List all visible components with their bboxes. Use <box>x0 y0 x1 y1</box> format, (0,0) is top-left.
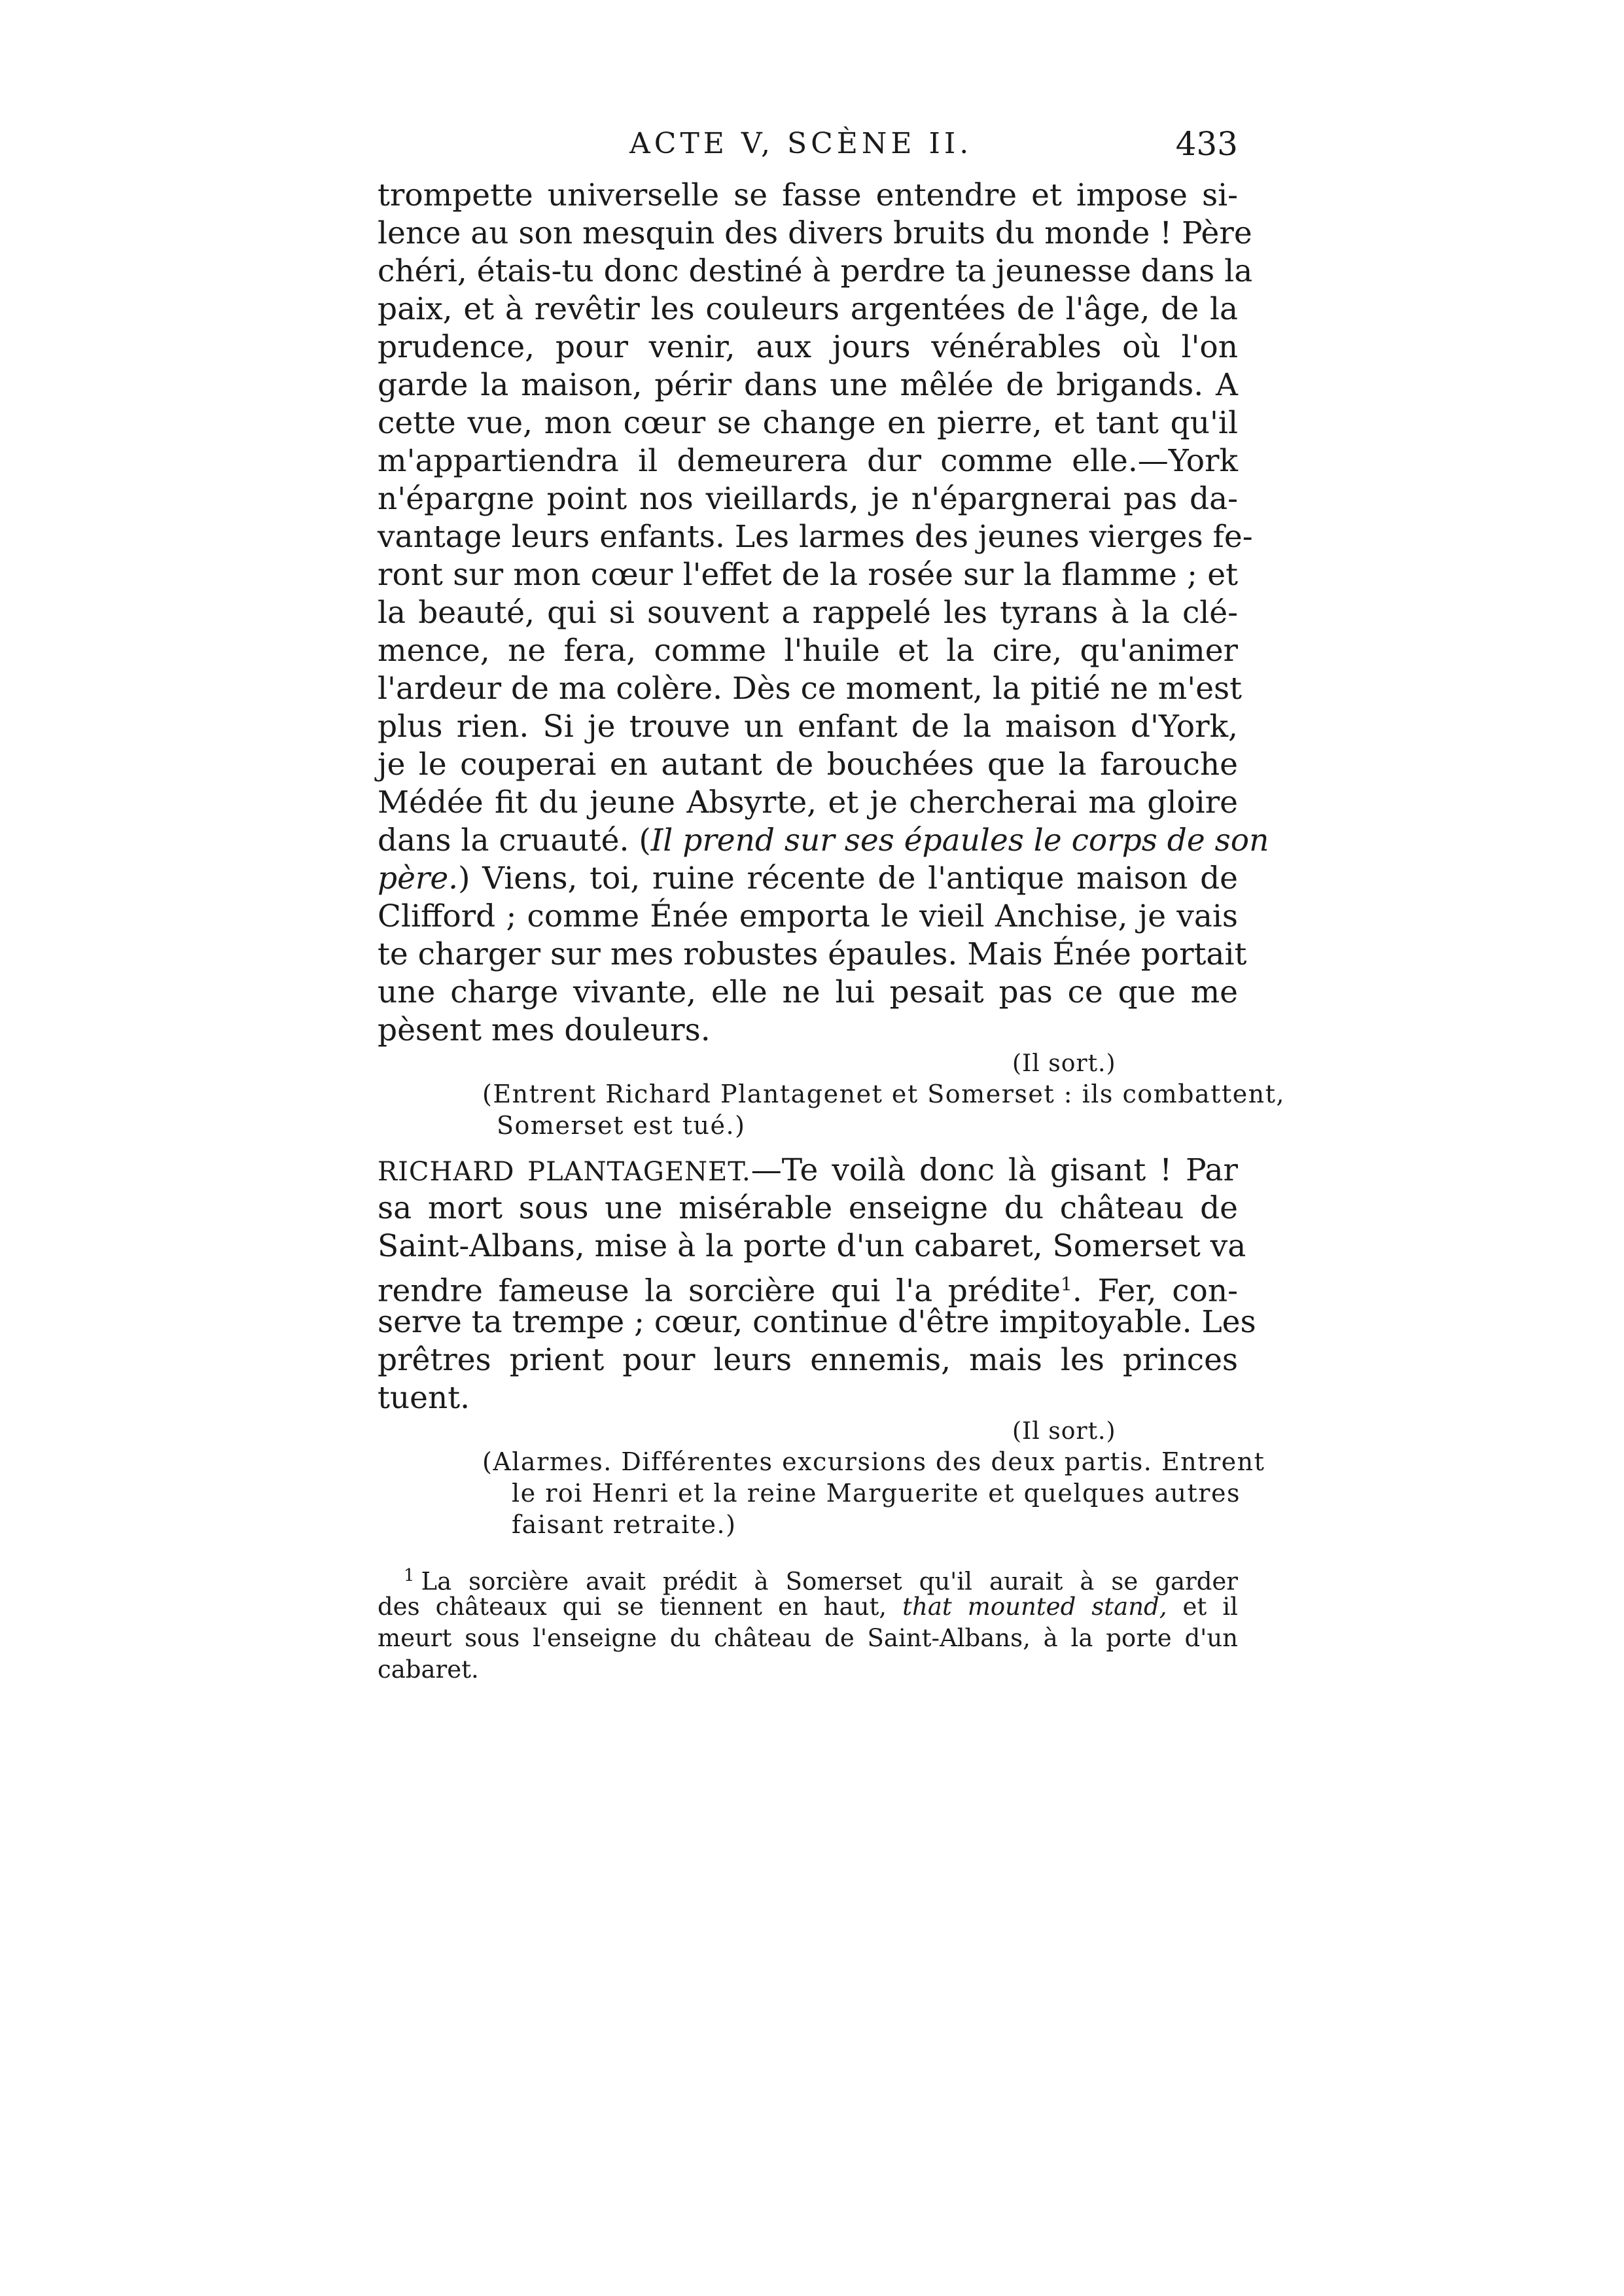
text-line: Médée fit du jeune Absyrte, et je chercherai ma gloire <box>378 785 1238 821</box>
footnote-text: des châteaux qui se tiennent en haut, <box>378 1593 887 1621</box>
text-line <box>378 822 1269 860</box>
text-line: mence, ne fera, comme l'huile et la cire, qu'animer <box>378 633 1238 669</box>
line-text: dans la cruauté. ( <box>378 822 651 858</box>
text-line: une charge vivante, elle ne lui pesait pas ce que me <box>378 974 1238 1010</box>
text-line: plus rien. Si je trouve un enfant de la maison d'York, <box>378 709 1238 745</box>
line-text: —Te voilà donc là gisant ! Par <box>750 1152 1238 1188</box>
stage-direction-inline: Il prend sur ses épaules le corps de son <box>650 822 1269 858</box>
text-line: n'épargne point nos vieillards, je n'épargnerai pas da- <box>378 481 1238 517</box>
stage-exit: (Il sort.) <box>1012 1418 1116 1445</box>
text-line: sa mort sous une misérable enseigne du château de <box>378 1190 1238 1226</box>
line-text: . Fer, con- <box>1072 1273 1238 1309</box>
stage-line: (Alarmes. Différentes excursions des deux partis. Entrent <box>482 1447 1265 1476</box>
footnote-line <box>378 1591 1238 1623</box>
text-line <box>378 1265 1238 1309</box>
text-line: lence au son mesquin des divers bruits du monde ! Père <box>378 215 1252 251</box>
stage-direction <box>378 1446 1265 1540</box>
text-line: prêtres prient pour leurs ennemis, mais les princes <box>378 1342 1238 1378</box>
text-line: l'ardeur de ma colère. Dès ce moment, la pitié ne m'est <box>378 671 1243 707</box>
text-line: cette vue, mon cœur se change en pierre, et tant qu'il <box>378 405 1238 441</box>
stage-line: faisant retraite.) <box>512 1510 737 1539</box>
running-head: ACTE V, SCÈNE II. <box>629 127 973 160</box>
text-line: ront sur mon cœur l'effet de la rosée sur la flamme ; et <box>378 557 1238 593</box>
stage-line: Somerset est tué.) <box>497 1111 746 1140</box>
stage-exit: (Il sort.) <box>1012 1050 1116 1077</box>
stage-direction <box>378 1078 1285 1141</box>
footnote-number: 1 <box>404 1566 415 1585</box>
text-line: chéri, étais-tu donc destiné à perdre ta jeunesse dans la <box>378 253 1253 289</box>
speech-richard <box>378 1152 1256 1417</box>
line-text: rendre fameuse la sorcière qui l'a prédite <box>378 1273 1061 1309</box>
text-line: te charger sur mes robustes épaules. Mais Énée portait <box>378 936 1247 972</box>
text-line: paix, et à revêtir les couleurs argentées de l'âge, de la <box>378 291 1238 327</box>
text-line: pèsent mes douleurs. <box>378 1012 711 1048</box>
text-line: garde la maison, périr dans une mêlée de brigands. A <box>378 367 1238 403</box>
text-line: prudence, pour venir, aux jours vénérables où l'on <box>378 329 1238 365</box>
footnote-text: La sorcière avait prédit à Somerset qu'il aurait à se garder <box>421 1567 1238 1596</box>
page-header <box>378 124 1238 177</box>
text-line: serve ta trempe ; cœur, continue d'être impitoyable. Les <box>378 1304 1256 1340</box>
footnote-italic: that mounted stand, <box>902 1593 1167 1621</box>
footnote-ref: 1 <box>1060 1273 1072 1295</box>
stage-direction-inline: père. <box>378 860 459 896</box>
text-line <box>378 1152 1238 1190</box>
speaker-name: RICHARD PLANTAGENET. <box>378 1157 751 1187</box>
text-line: m'appartiendra il demeurera dur comme elle.—York <box>378 443 1238 479</box>
text-line: vantage leurs enfants. Les larmes des jeunes vierges fe- <box>378 519 1253 555</box>
stage-line: le roi Henri et la reine Marguerite et quelques autres <box>512 1479 1241 1508</box>
text-line: Saint-Albans, mise à la porte d'un cabaret, Somerset va <box>378 1228 1246 1264</box>
stage-line: (Entrent Richard Plantagenet et Somerset : ils combattent, <box>482 1080 1285 1108</box>
speech-clifford <box>378 177 1269 1050</box>
text-line: je le couperai en autant de bouchées que la farouche <box>378 747 1238 783</box>
text-line: la beauté, qui si souvent a rappelé les tyrans à la clé- <box>378 595 1238 631</box>
line-text: ) Viens, toi, ruine récente de l'antique maison de <box>458 860 1238 896</box>
book-page <box>378 124 1285 1686</box>
text-line: tuent. <box>378 1380 470 1416</box>
footnote-line: cabaret. <box>378 1655 479 1684</box>
footnote-line <box>378 1560 1238 1596</box>
page-number: 433 <box>1175 125 1238 163</box>
footnote <box>378 1560 1238 1686</box>
text-line <box>378 860 1238 898</box>
text-line: Clifford ; comme Énée emporta le vieil Anchise, je vais <box>378 898 1238 934</box>
footnote-text: et il <box>1182 1593 1238 1621</box>
text-line: trompette universelle se fasse entendre et impose si- <box>378 177 1238 213</box>
footnote-line: meurt sous l'enseigne du château de Saint-Albans, à la porte d'un <box>378 1624 1238 1652</box>
